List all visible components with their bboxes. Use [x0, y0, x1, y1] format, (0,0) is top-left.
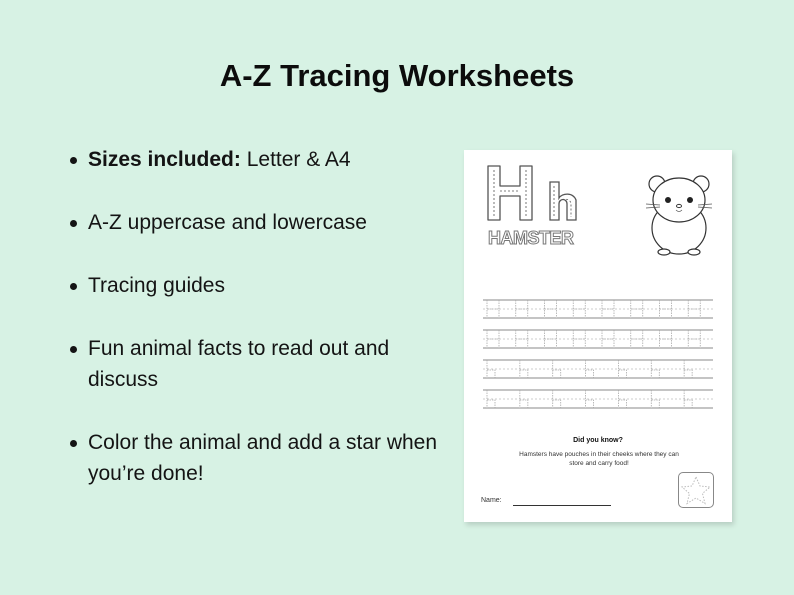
worksheet-preview	[464, 150, 732, 522]
tracing-lines	[483, 298, 713, 410]
trace-letter	[688, 330, 700, 348]
fact-title: Did you know?	[573, 437, 623, 444]
traceable-letters-icon	[484, 162, 584, 224]
star-box	[678, 472, 714, 508]
animal-word: HAMSTER	[488, 228, 574, 248]
feature-item: A-Z uppercase and lowercase	[68, 207, 438, 238]
fact-text: Hamsters have pouches in their cheeks where they can store and carry food!	[519, 451, 679, 467]
trace-letter	[516, 300, 528, 318]
trace-letter	[516, 330, 528, 348]
feature-item: Sizes included: Letter & A4	[68, 144, 438, 175]
star-icon	[679, 473, 713, 507]
hamster-illustration-icon	[644, 170, 714, 256]
feature-item: Tracing guides	[68, 270, 438, 301]
page-title: A-Z Tracing Worksheets	[219, 58, 575, 93]
trace-letter	[660, 300, 672, 318]
name-line	[513, 505, 611, 506]
feature-item: Color the animal and add a star when you’re done!	[68, 427, 438, 489]
trace-letter	[545, 330, 557, 348]
trace-letter	[545, 300, 557, 318]
name-label: Name:	[481, 497, 502, 504]
feature-item: Fun animal facts to read out and discuss	[68, 333, 438, 395]
trace-letter	[660, 330, 672, 348]
trace-letter	[688, 300, 700, 318]
feature-list	[68, 144, 438, 521]
